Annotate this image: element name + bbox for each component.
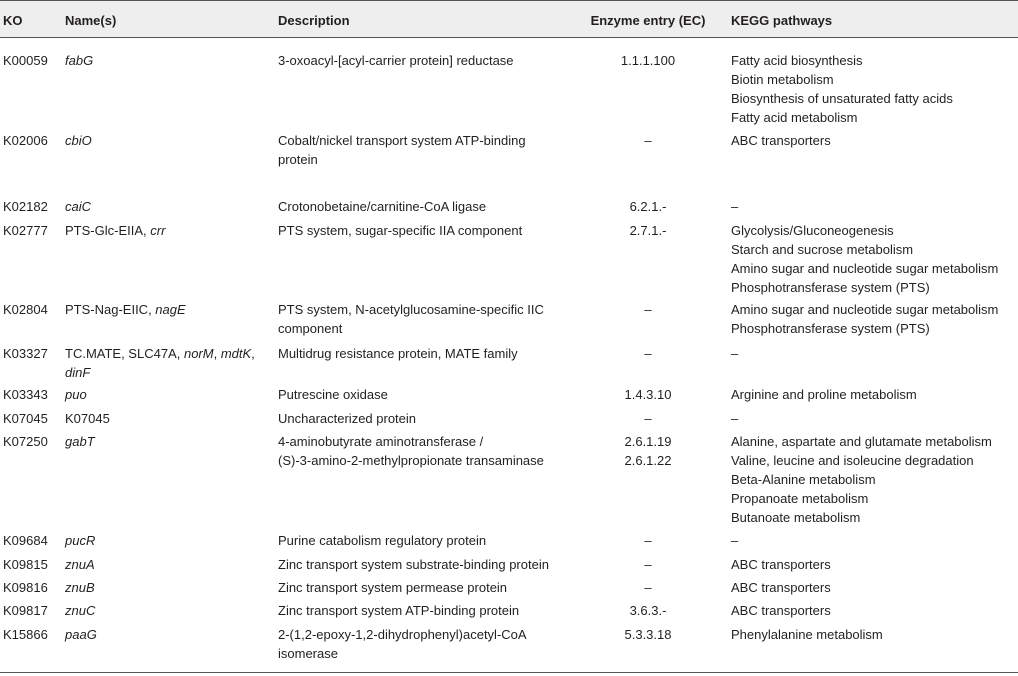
cell-ec-line: – — [644, 533, 652, 548]
name-part: K07045 — [65, 411, 110, 426]
cell-kegg — [731, 432, 992, 527]
name-part: PTS-Glc-EIIA, — [65, 223, 151, 238]
cell-names — [65, 555, 95, 574]
cell-ec — [580, 131, 716, 150]
cell-names — [65, 221, 165, 240]
cell-description — [278, 432, 544, 470]
name-part: mdtK — [220, 346, 252, 361]
name-part: znuA — [65, 557, 95, 572]
name-part: paaG — [65, 627, 97, 642]
cell-kegg — [731, 344, 738, 363]
cell-ec — [580, 601, 716, 620]
cell-kegg-line: Valine, leucine and isoleucine degradation — [731, 453, 974, 468]
cell-description — [278, 221, 522, 240]
cell-names — [65, 625, 97, 644]
cell-ec-line: 5.3.3.18 — [624, 627, 672, 642]
cell-kegg-line: ABC transporters — [731, 557, 831, 572]
cell-names — [65, 197, 91, 216]
name-part: znuC — [65, 603, 96, 618]
cell-ko: K09815 — [3, 557, 48, 572]
cell-kegg-line: ABC transporters — [731, 133, 831, 148]
cell-names — [65, 531, 95, 550]
cell-ec-line: – — [644, 557, 652, 572]
name-part: caiC — [65, 199, 92, 214]
cell-kegg — [731, 578, 831, 597]
cell-kegg — [731, 197, 738, 216]
cell-ec-line: 2.6.1.22 — [624, 453, 672, 468]
cell-ko: K09816 — [3, 580, 48, 595]
cell-description-line: Zinc transport system substrate-binding protein — [278, 557, 549, 572]
cell-description — [278, 197, 486, 216]
cell-description-line: 2-(1,2-epoxy-1,2-dihydrophenyl)acetyl-CoA — [278, 627, 527, 642]
cell-kegg — [731, 51, 953, 127]
cell-names — [65, 432, 95, 451]
bottom-rule — [0, 672, 1018, 673]
name-part: dinF — [65, 365, 91, 380]
name-part: pucR — [65, 533, 96, 548]
cell-description-line: Putrescine oxidase — [278, 387, 388, 402]
cell-description — [278, 300, 544, 338]
cell-ko: K02804 — [3, 302, 48, 317]
cell-ec-line: 6.2.1.- — [629, 199, 667, 214]
cell-kegg-line: Butanoate metabolism — [731, 510, 861, 525]
cell-ko: K09817 — [3, 603, 48, 618]
cell-ko: K02006 — [3, 133, 48, 148]
cell-kegg — [731, 625, 883, 644]
name-part: PTS-Nag-EIIC, — [65, 302, 156, 317]
cell-kegg — [731, 131, 831, 150]
header-names: Name(s) — [65, 13, 117, 28]
cell-description — [278, 51, 514, 70]
cell-kegg — [731, 385, 917, 404]
cell-description-line: Zinc transport system ATP-binding protein — [278, 603, 520, 618]
cell-names — [65, 131, 92, 150]
cell-description-line: (S)-3-amino-2-methylpropionate transaminase — [278, 453, 544, 468]
header-ec: Enzyme entry (EC) — [590, 13, 706, 28]
header-ko: KO — [3, 13, 23, 28]
cell-ec — [580, 221, 716, 240]
cell-ec-line: 2.7.1.- — [629, 223, 667, 238]
cell-description-line: Zinc transport system permease protein — [278, 580, 508, 595]
name-part: fabG — [65, 53, 94, 68]
cell-kegg-line: – — [731, 533, 739, 548]
cell-ko: K15866 — [3, 627, 48, 642]
cell-ec-line: 1.4.3.10 — [624, 387, 672, 402]
cell-ec-line: 1.1.1.100 — [620, 53, 676, 68]
cell-ec-line: – — [644, 133, 652, 148]
cell-kegg — [731, 555, 831, 574]
cell-kegg-line: Beta-Alanine metabolism — [731, 472, 876, 487]
cell-kegg-line: Arginine and proline metabolism — [731, 387, 917, 402]
cell-description — [278, 625, 527, 663]
cell-description — [278, 578, 507, 597]
cell-ko: K03343 — [3, 387, 48, 402]
cell-ko: K07250 — [3, 434, 48, 449]
cell-kegg-line: Biosynthesis of unsaturated fatty acids — [731, 91, 953, 106]
cell-kegg-line: Propanoate metabolism — [731, 491, 869, 506]
cell-description — [278, 531, 486, 550]
name-part: gabT — [65, 434, 95, 449]
cell-kegg-line: ABC transporters — [731, 580, 831, 595]
cell-description-line: isomerase — [278, 646, 338, 661]
cell-description-line: Crotonobetaine/carnitine-CoA ligase — [278, 199, 487, 214]
cell-kegg-line: Fatty acid metabolism — [731, 110, 858, 125]
cell-kegg-line: Fatty acid biosynthesis — [731, 53, 863, 68]
cell-ec-line: 3.6.3.- — [629, 603, 667, 618]
cell-kegg-line: ABC transporters — [731, 603, 831, 618]
name-part: , — [213, 346, 221, 361]
cell-kegg-line: Alanine, aspartate and glutamate metabolism — [731, 434, 992, 449]
cell-description-line: PTS system, sugar-specific IIA component — [278, 223, 523, 238]
cell-kegg — [731, 221, 998, 297]
cell-kegg — [731, 601, 831, 620]
name-part: TC.MATE, SLC47A, — [65, 346, 184, 361]
cell-description-line: component — [278, 321, 343, 336]
header-kegg: KEGG pathways — [731, 13, 833, 28]
cell-ec — [580, 300, 716, 319]
cell-description — [278, 555, 549, 574]
header-rule — [0, 37, 1018, 38]
cell-description-line: 4-aminobutyrate aminotransferase / — [278, 434, 484, 449]
cell-description — [278, 385, 388, 404]
cell-kegg — [731, 409, 738, 428]
cell-ec-line: – — [644, 411, 652, 426]
cell-kegg-line: Amino sugar and nucleotide sugar metabolism — [731, 261, 999, 276]
cell-names — [65, 601, 95, 620]
name-part: nagE — [155, 302, 186, 317]
cell-kegg-line: Phenylalanine metabolism — [731, 627, 883, 642]
name-part: norM — [183, 346, 214, 361]
cell-ec — [580, 578, 716, 597]
cell-ec — [580, 51, 716, 70]
cell-kegg-line: – — [731, 346, 739, 361]
cell-ec-line: 2.6.1.19 — [624, 434, 672, 449]
name-part: cbiO — [65, 133, 92, 148]
cell-ec — [580, 344, 716, 363]
cell-kegg-line: Amino sugar and nucleotide sugar metabolism — [731, 302, 999, 317]
name-part: znuB — [65, 580, 95, 595]
cell-ec — [580, 432, 716, 470]
cell-description — [278, 409, 416, 428]
cell-description-line: protein — [278, 152, 318, 167]
cell-ec — [580, 625, 716, 644]
header-description: Description — [278, 13, 350, 28]
name-part: , — [251, 346, 255, 361]
cell-ec — [580, 555, 716, 574]
cell-kegg-line: Biotin metabolism — [731, 72, 834, 87]
cell-ec — [580, 531, 716, 550]
cell-description — [278, 601, 519, 620]
cell-ko: K09684 — [3, 533, 48, 548]
cell-kegg-line: Glycolysis/Gluconeogenesis — [731, 223, 894, 238]
cell-ec — [580, 197, 716, 216]
top-rule — [0, 0, 1018, 1]
cell-kegg — [731, 300, 998, 338]
cell-description-line: Purine catabolism regulatory protein — [278, 533, 487, 548]
cell-ec-line: – — [644, 302, 652, 317]
cell-ec-line: – — [644, 346, 652, 361]
cell-names — [65, 578, 95, 597]
cell-description — [278, 344, 518, 363]
cell-kegg-line: – — [731, 199, 739, 214]
cell-description-line: Cobalt/nickel transport system ATP-binding — [278, 133, 526, 148]
header-row — [0, 0, 1018, 38]
name-part: puo — [65, 387, 87, 402]
cell-ec — [580, 409, 716, 428]
cell-kegg-line: Phosphotransferase system (PTS) — [731, 280, 930, 295]
cell-ko: K02777 — [3, 223, 48, 238]
cell-ko: K07045 — [3, 411, 48, 426]
cell-ko: K00059 — [3, 53, 48, 68]
cell-ko: K03327 — [3, 346, 48, 361]
cell-description-line: Multidrug resistance protein, MATE family — [278, 346, 518, 361]
cell-names — [65, 344, 255, 382]
cell-kegg-line: – — [731, 411, 739, 426]
cell-kegg-line: Starch and sucrose metabolism — [731, 242, 914, 257]
name-part: crr — [150, 223, 166, 238]
cell-names — [65, 385, 87, 404]
cell-description-line: 3-oxoacyl-[acyl-carrier protein] reductase — [278, 53, 514, 68]
cell-description — [278, 131, 526, 169]
cell-ko: K02182 — [3, 199, 48, 214]
cell-kegg-line: Phosphotransferase system (PTS) — [731, 321, 930, 336]
cell-ec — [580, 385, 716, 404]
cell-kegg — [731, 531, 738, 550]
cell-names — [65, 51, 93, 70]
cell-description-line: PTS system, N-acetylglucosamine-specific IIC — [278, 302, 544, 317]
cell-names — [65, 409, 110, 428]
cell-ec-line: – — [644, 580, 652, 595]
cell-names — [65, 300, 186, 319]
cell-description-line: Uncharacterized protein — [278, 411, 417, 426]
